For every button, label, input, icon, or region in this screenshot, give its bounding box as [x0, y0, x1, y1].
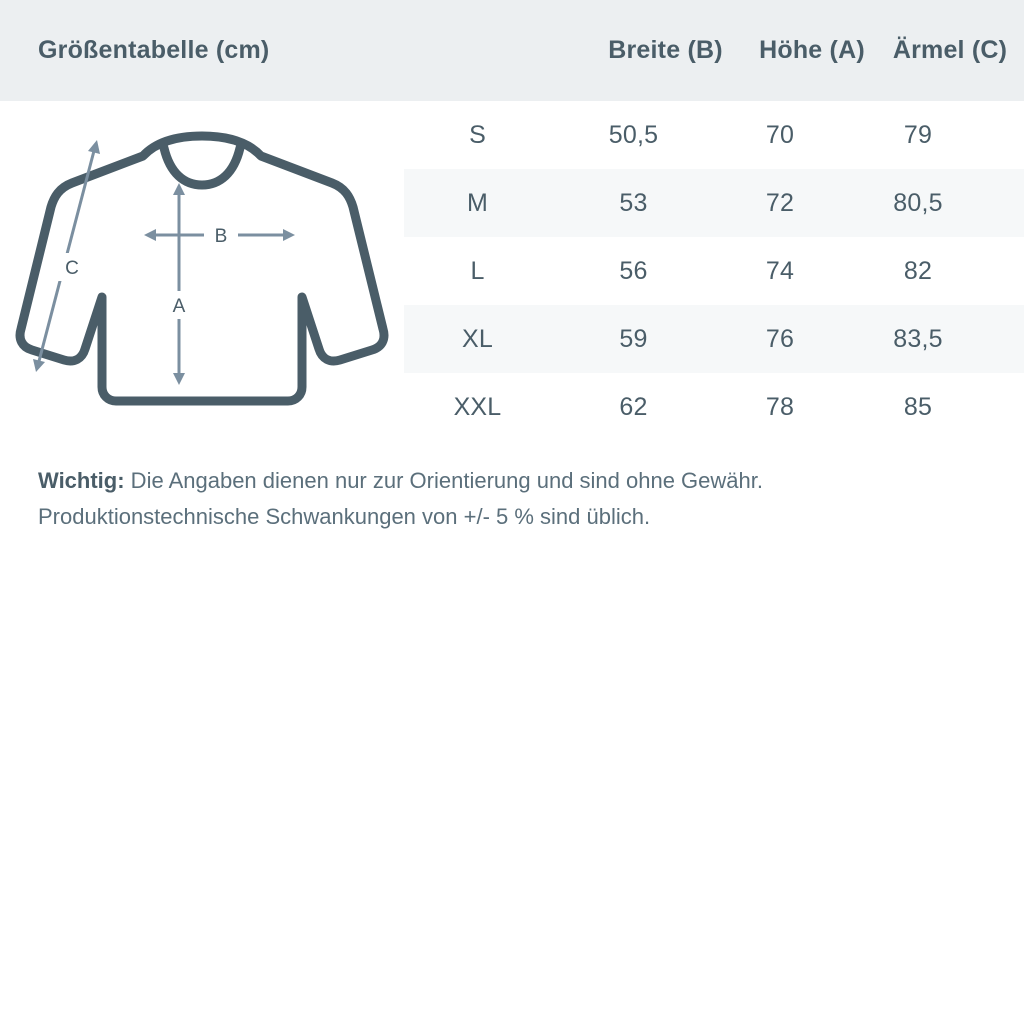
cell-hoehe: 76	[765, 324, 795, 353]
shirt-icon	[0, 101, 404, 441]
column-header-aermel: Ärmel (C)	[892, 36, 1008, 64]
column-header-breite: Breite (B)	[608, 36, 723, 64]
label-b: B	[214, 226, 228, 247]
cell-hoehe: 70	[765, 120, 795, 149]
label-c: C	[65, 258, 79, 279]
cell-breite: 59	[619, 324, 648, 353]
cell-breite: 56	[619, 256, 648, 285]
cell-size: M	[466, 188, 489, 217]
disclaimer-line1: Die Angaben dienen nur zur Orientierung und sind ohne Gewähr.	[124, 468, 763, 493]
cell-size: S	[469, 120, 486, 149]
cell-aermel: 85	[903, 392, 933, 421]
table-header-row	[0, 0, 1024, 101]
cell-size: XXL	[453, 392, 502, 421]
cell-size: L	[470, 256, 485, 285]
cell-hoehe: 74	[765, 256, 795, 285]
chart-body	[0, 101, 1024, 441]
cell-hoehe: 72	[765, 188, 795, 217]
disclaimer-line2: Produktionstechnische Schwankungen von +/- 5 % sind üblich.	[38, 504, 651, 529]
garment-diagram	[0, 101, 404, 441]
cell-breite: 50,5	[608, 120, 659, 149]
cell-hoehe: 78	[765, 392, 795, 421]
disclaimer-note	[0, 441, 998, 535]
disclaimer-label: Wichtig:	[38, 468, 125, 493]
header-columns	[583, 36, 1024, 65]
cell-aermel: 80,5	[893, 188, 943, 217]
table-row	[404, 169, 1024, 237]
measurements-table	[404, 101, 1024, 441]
cell-aermel: 82	[903, 256, 933, 285]
column-header-hoehe: Höhe (A)	[759, 36, 865, 64]
cell-aermel: 83,5	[893, 324, 943, 353]
cell-size: XL	[462, 324, 493, 353]
cell-aermel: 79	[903, 120, 933, 149]
table-row	[404, 373, 1024, 441]
page-title: Größentabelle (cm)	[38, 36, 270, 64]
label-a: A	[172, 296, 186, 317]
cell-breite: 53	[619, 188, 648, 217]
table-row	[404, 237, 1024, 305]
table-row	[404, 101, 1024, 169]
cell-breite: 62	[619, 392, 648, 421]
table-row	[404, 305, 1024, 373]
